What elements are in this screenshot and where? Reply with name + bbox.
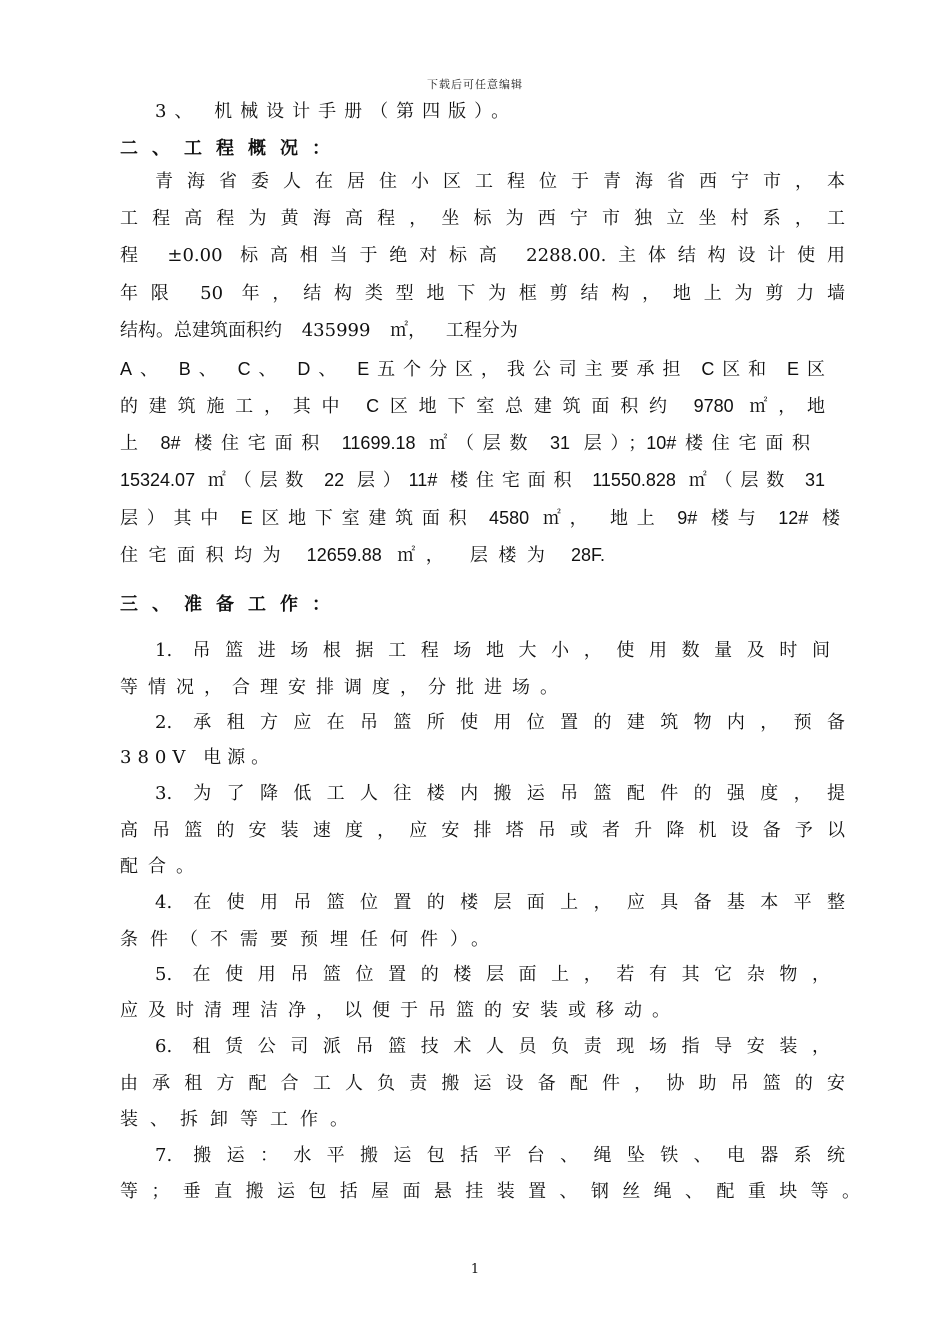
body-line: 青海省委人在居住小区工程位于青海省西宁市，本 [155, 171, 845, 192]
list-item: 6. 租赁公司派吊篮技术人员负责现场指导安装， [155, 1036, 830, 1057]
list-item-continuation: 等；垂直搬运包括屋面悬挂装置、钢丝绳、配重块等。 [120, 1181, 860, 1202]
list-item-continuation: 由承租方配合工人负责搬运设备配件，协助吊篮的安 [120, 1073, 845, 1094]
list-item: 5. 在使用吊篮位置的楼层面上，若有其它杂物， [155, 964, 830, 985]
list-item-continuation: 等情况，合理安排调度，分批进场。 [120, 677, 568, 698]
list-item: 4. 在使用吊篮位置的楼层面上，应具备基本平整 [155, 892, 845, 913]
body-line: A、 B、 C、 D、 E五个分区，我公司主要承担 C区和 E区 [120, 359, 825, 379]
list-item-continuation: 高吊篮的安装速度，应安排塔吊或者升降机设备予以 [120, 820, 845, 841]
section-heading-overview: 二、工程概况： [120, 138, 344, 159]
list-item-continuation: 配合。 [120, 856, 204, 877]
list-item-continuation: 条件（不需要预埋任何件）。 [120, 929, 501, 950]
body-line: 程 ±0.00 标高相当于绝对标高 2288.00.主体结构设计使用 [120, 245, 845, 266]
reference-line: 3、 机械设计手册（第四版）。 [155, 101, 518, 122]
body-line: 的建筑施工，其中 C区地下室总建筑面积约 9780 ㎡，地 [120, 396, 825, 416]
list-item: 7. 搬运：水平搬运包括平台、绳坠铁、电器系统 [155, 1145, 845, 1166]
list-item: 3. 为了降低工人往楼内搬运吊篮配件的强度，提 [155, 783, 845, 804]
body-line: 住宅面积均为 12659.88 ㎡， 层楼为 28F. [120, 545, 605, 565]
section-heading-preparation: 三、准备工作： [120, 594, 344, 615]
list-item: 2. 承租方应在吊篮所使用位置的建筑物内，预备 [155, 712, 845, 733]
body-line: 15324.07 ㎡（层数 22 层）11# 楼住宅面积 11550.828 ㎡（层数 31 [120, 470, 825, 490]
list-item-continuation: 380V 电源。 [120, 747, 276, 768]
list-item: 1. 吊篮进场根据工程场地大小，使用数量及时间 [155, 640, 830, 661]
body-line: 上 8# 楼住宅面积 11699.18 ㎡（层数 31 层）；10#楼住宅面积 [120, 433, 810, 453]
page-number: 1 [470, 1262, 480, 1277]
body-line: 工程高程为黄海高程，坐标为西宁市独立坐村系，工 [120, 208, 845, 229]
list-item-continuation: 装、拆卸等工作。 [120, 1109, 360, 1130]
body-line: 结构。总建筑面积约 435999 ㎡， 工程分为 [120, 320, 518, 341]
list-item-continuation: 应及时清理洁净，以便于吊篮的安装或移动。 [120, 1000, 680, 1021]
header-note: 下载后可任意编辑 [427, 78, 523, 91]
body-line: 层）其中 E区地下室建筑面积 4580 ㎡， 地上 9# 楼与 12# 楼 [120, 508, 840, 528]
body-line: 年限 50 年，结构类型地下为框剪结构，地上为剪力墙 [120, 283, 845, 304]
